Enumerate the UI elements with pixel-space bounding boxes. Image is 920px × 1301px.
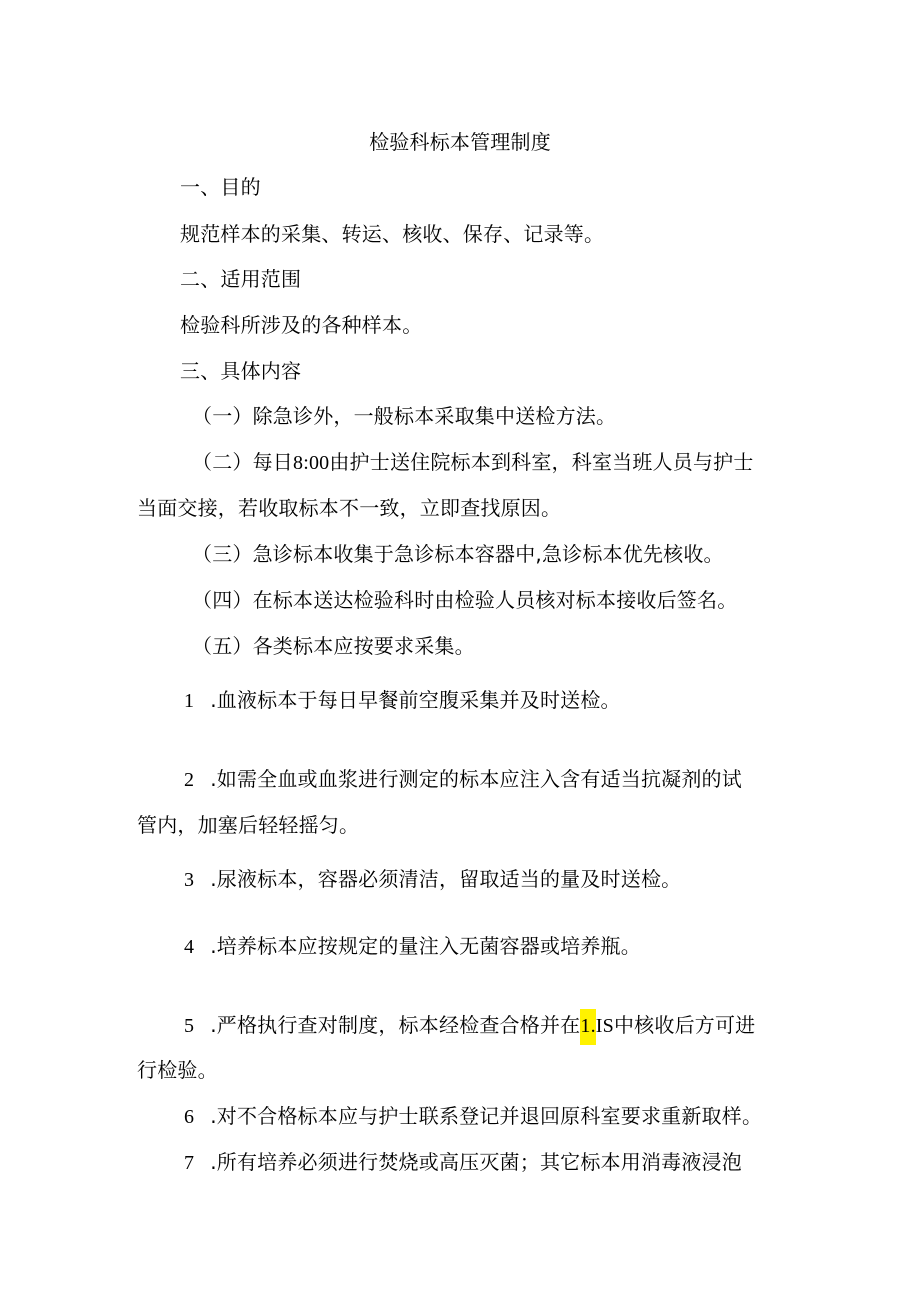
- highlighted-text: 1.: [580, 1009, 595, 1045]
- clause-4: （四）在标本送达检验科时由检验人员核对标本接收后签名。: [192, 588, 738, 612]
- clause-5: （五）各类标本应按要求采集。: [192, 634, 475, 658]
- list-item-text: .对不合格标本应与护士联系登记并退回原科室要求重新取样。: [210, 1104, 763, 1128]
- list-item-number: 5: [184, 1015, 195, 1037]
- section-heading-purpose: 一、目的: [180, 175, 261, 199]
- list-item-3: [184, 866, 681, 893]
- clause-2-prefix: （二）每日: [192, 450, 293, 474]
- list-item-2: [184, 766, 742, 793]
- clause-3: （三）急诊标本收集于急诊标本容器中,急诊标本优先核收。: [192, 542, 724, 566]
- list-item-number: 6: [184, 1106, 195, 1128]
- list-item-number: 3: [184, 869, 195, 891]
- list-item-text: .血液标本于每日早餐前空腹采集并及时送检。: [210, 688, 621, 712]
- list-item-4: [184, 933, 641, 960]
- clause-2: [192, 449, 754, 476]
- list-item-number: 2: [184, 769, 195, 791]
- list-item-2-continuation: 管内，加塞后轻轻摇匀。: [137, 813, 360, 837]
- list-item-text-c: 中核收后方可进: [613, 1013, 756, 1037]
- list-item-text: .培养标本应按规定的量注入无菌容器或培养瓶。: [210, 934, 641, 958]
- list-item-7: [184, 1149, 742, 1176]
- clause-2-continuation: 当面交接，若收取标本不一致，立即查找原因。: [137, 496, 562, 520]
- list-item-6: [184, 1103, 762, 1130]
- list-item-number: 1: [184, 690, 195, 712]
- clause-1: （一）除急诊外，一般标本采取集中送检方法。: [192, 404, 617, 428]
- section-body-purpose: 规范样本的采集、转运、核收、保存、记录等。: [180, 222, 605, 246]
- clause-2-time: 8:00: [293, 452, 330, 474]
- clause-2-rest: 由护士送住院标本到科室，科室当班人员与护士: [329, 450, 754, 474]
- list-item-5-continuation: 行检验。: [137, 1058, 218, 1082]
- list-item-text-b: IS: [595, 1015, 614, 1037]
- section-heading-scope: 二、适用范围: [180, 267, 302, 291]
- section-body-scope: 检验科所涉及的各种样本。: [180, 313, 423, 337]
- list-item-1: [184, 687, 621, 714]
- list-item-5: [184, 1012, 755, 1039]
- list-item-text: .尿液标本，容器必须清洁，留取适当的量及时送检。: [210, 867, 682, 891]
- document-title: 检验科标本管理制度: [369, 130, 551, 154]
- list-item-number: 7: [184, 1152, 195, 1174]
- section-heading-content: 三、具体内容: [180, 359, 302, 383]
- list-item-number: 4: [184, 936, 195, 958]
- list-item-text-a: .严格执行查对制度，标本经检查合格并在: [210, 1013, 581, 1037]
- list-item-text: .如需全血或血浆进行测定的标本应注入含有适当抗凝剂的试: [210, 767, 742, 791]
- list-item-text: .所有培养必须进行焚烧或高压灭菌；其它标本用消毒液浸泡: [210, 1150, 742, 1174]
